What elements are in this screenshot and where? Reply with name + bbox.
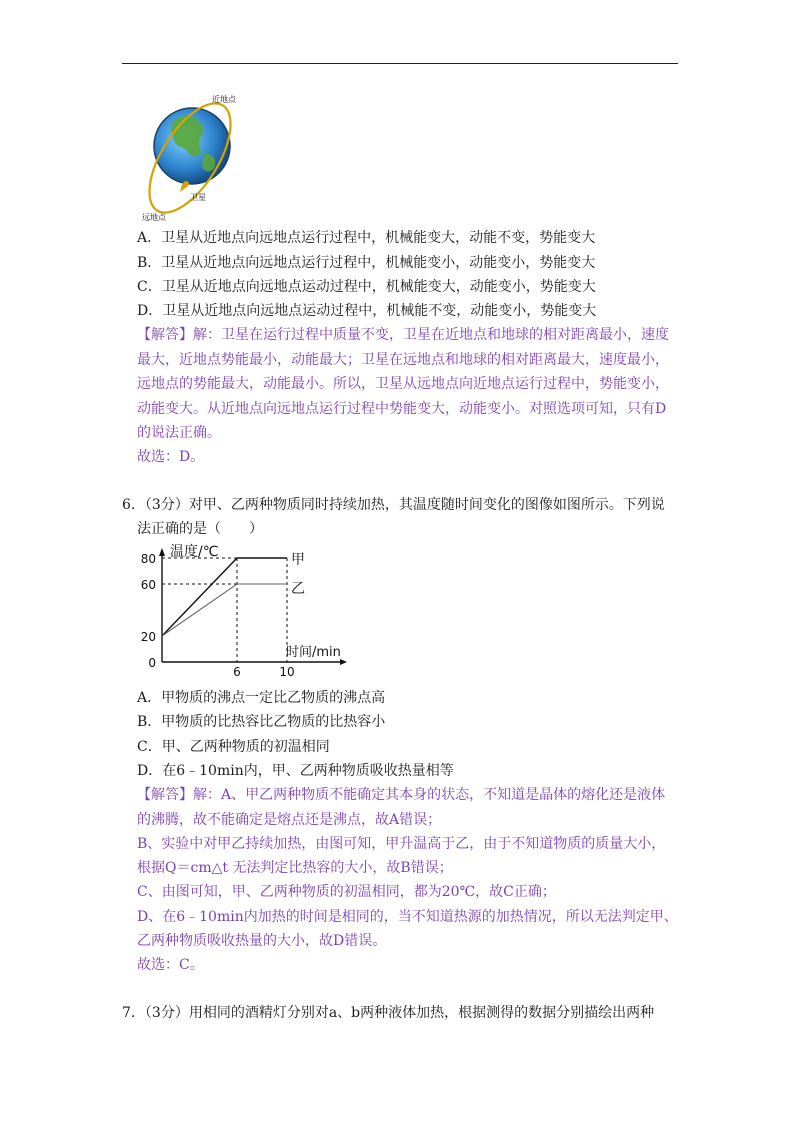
q5-option-a: A．卫星从近地点向远地点运行过程中，机械能变大，动能不变，势能变大 bbox=[137, 230, 596, 246]
q5-analysis-line: 最大，近地点势能最小，动能最大；卫星在远地点和地球的相对距离最大，速度最小， bbox=[137, 352, 669, 368]
q5-analysis-line: 解：卫星在运行过程中质量不变，卫星在近地点和地球的相对距离最小，速度 bbox=[193, 327, 669, 343]
q6-analysis-line: 乙两种物质吸收热量的大小，故D错误。 bbox=[137, 933, 387, 949]
q5-analysis-line: 远地点的势能最大，动能最小。所以，卫星从远地点向近地点运行过程中，势能变小， bbox=[137, 376, 669, 392]
q6-analysis-line: C、由图可知，甲、乙两种物质的初温相同，都为20℃，故C正确； bbox=[137, 884, 556, 900]
q6-analysis-line: D、在6﹣10min内加热的时间是相同的，当不知道热源的加热情况，所以无法判定甲、 bbox=[137, 909, 678, 925]
q5-option-c: C．卫星从近地点向远地点运动过程中，机械能变大，动能变小，势能变大 bbox=[137, 279, 596, 295]
far-point-label: 远地点 bbox=[142, 213, 166, 222]
q6-analysis-line: 解：A、甲乙两种物质不能确定其本身的状态，不知道是晶体的熔化还是液体 bbox=[193, 787, 666, 803]
y-axis-label: 温度/℃ bbox=[170, 544, 219, 560]
series-line-乙 bbox=[162, 584, 287, 636]
y-tick-label: 20 bbox=[140, 630, 156, 644]
y-tick-label: 60 bbox=[140, 578, 156, 592]
y-tick-label: 0 bbox=[148, 656, 156, 670]
q6-option-a: A．甲物质的沸点一定比乙物质的沸点高 bbox=[137, 690, 386, 706]
q6-answer: 故选：C。 bbox=[137, 957, 204, 973]
q5-option-b: B．卫星从近地点向远地点运行过程中，机械能变小，动能变小，势能变大 bbox=[137, 255, 596, 271]
q6-stem-line: 法正确的是（ ） bbox=[137, 521, 263, 537]
near-point-label: 近地点 bbox=[212, 95, 236, 104]
q6-analysis-line: 根据Q＝cm△t 无法判定比热容的大小，故B错误； bbox=[137, 860, 453, 876]
y-tick-label: 80 bbox=[140, 552, 156, 566]
q6-option-c: C．甲、乙两种物质的初温相同 bbox=[137, 739, 330, 755]
q5-analysis-line: 动能变大。从近地点向远地点运行过程中势能变大，动能变小。对照选项可知，只有D bbox=[137, 401, 667, 417]
series-label-乙: 乙 bbox=[291, 581, 305, 597]
x-axis-arrow bbox=[340, 659, 347, 665]
x-tick-label: 6 bbox=[233, 665, 241, 679]
q5-answer: 故选：D。 bbox=[137, 449, 205, 465]
satellite-label: 卫星 bbox=[190, 193, 206, 202]
orbit-figure bbox=[130, 88, 270, 228]
x-axis-label: 时间/min bbox=[286, 645, 341, 660]
q7-stem-line: 7．（3分）用相同的酒精灯分别对a、b两种液体加热，根据测得的数据分别描绘出两种 bbox=[122, 1005, 655, 1021]
header-rule bbox=[122, 63, 678, 64]
q5-option-d: D．卫星从近地点向远地点运动过程中，机械能不变，动能变小，势能变大 bbox=[137, 303, 597, 319]
q5-analysis-tag: 【解答】 bbox=[137, 327, 193, 343]
q6-analysis-line: B、实验中对甲乙持续加热，由图可知，甲升温高于乙，由于不知道物质的质量大小， bbox=[137, 836, 666, 852]
x-tick-label: 10 bbox=[279, 665, 295, 679]
q6-option-b: B．甲物质的比热容比乙物质的比热容小 bbox=[137, 714, 386, 730]
q6-option-d: D．在6﹣10min内，甲、乙两种物质吸收热量相等 bbox=[137, 763, 454, 779]
series-label-甲: 甲 bbox=[291, 552, 305, 568]
q6-analysis-tag: 【解答】 bbox=[137, 787, 193, 803]
y-axis-arrow bbox=[159, 548, 165, 556]
q6-stem-line: 6．（3分）对甲、乙两种物质同时持续加热，其温度随时间变化的图像如图所示。下列说 bbox=[122, 497, 665, 513]
q6-analysis-line: 的沸腾，故不能确定是熔点还是沸点，故A错误； bbox=[137, 812, 442, 828]
temperature-chart bbox=[140, 540, 360, 680]
q5-analysis-line: 的说法正确。 bbox=[137, 425, 221, 441]
series-line-甲 bbox=[162, 558, 287, 636]
